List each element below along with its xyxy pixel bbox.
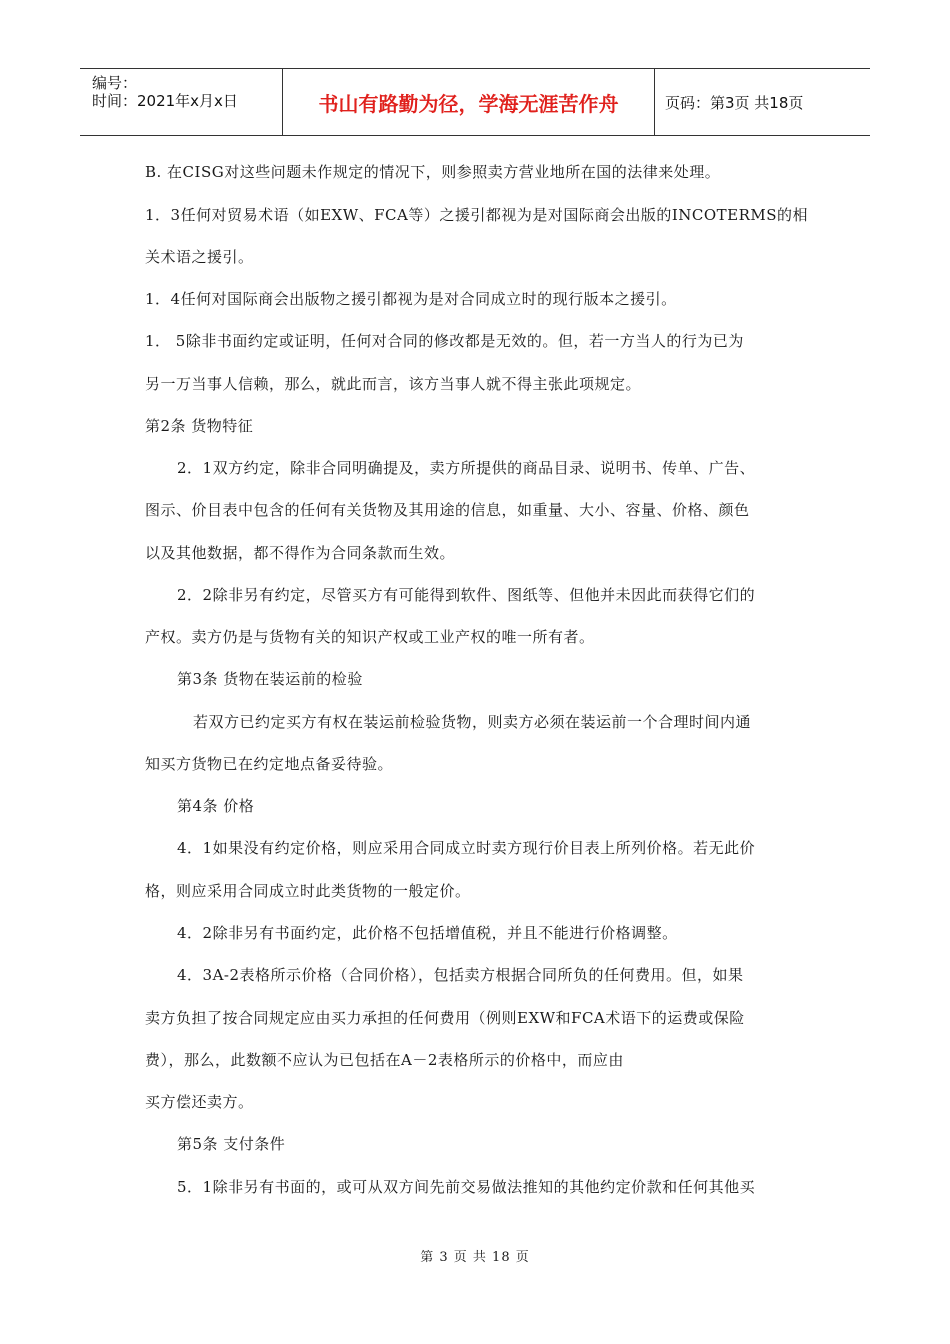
body-line: B. 在CISG对这些问题未作规定的情况下，则参照卖方营业地所在国的法律来处理。 [145,163,721,181]
body-line: 若双方已约定买方有权在装运前检验货物，则卖方必须在装运前一个合理时间内通 [193,713,752,731]
header-motto: 书山有路勤为径，学海无涯苦作舟 [318,91,619,116]
page-header [80,68,870,136]
body-line: 卖方负担了按合同规定应由买力承担的任何费用（例则EXW和FCA术语下的运费或保险 [145,1009,745,1027]
body-line: 5．1除非另有书面的，或可从双方间先前交易做法推知的其他约定价款和任何其他买 [177,1178,756,1196]
document-number: 编号： [92,74,138,92]
body-line: 1． 5除非书面约定或证明，任何对合同的修改都是无效的。但，若一方当人的行为已为 [145,332,744,350]
header-divider [654,69,655,135]
body-line: 买方偿还卖方。 [145,1093,254,1111]
page-footer: 第 3 页 共 18 页 [420,1250,530,1265]
body-line: 2．1双方约定，除非合同明确提及，卖方所提供的商品目录、说明书、传单、广告、 [177,459,756,477]
section-heading: 第3条 货物在装运前的检验 [177,670,363,688]
body-line: 关术语之援引。 [145,248,254,266]
document-date: 时间：2021年x月x日 [92,92,238,110]
body-line: 费），那么，此数额不应认为已包括在A－2表格所示的价格中，而应由 [145,1051,624,1069]
body-line: 4．3A-2表格所示价格（合同价格），包括卖方根据合同所负的任何费用。但，如果 [177,966,744,984]
section-heading: 第5条 支付条件 [177,1135,286,1153]
body-line: 4．1如果没有约定价格，则应采用合同成立时卖方现行价目表上所列价格。若无此价 [177,839,756,857]
body-line: 格，则应采用合同成立时此类货物的一般定价。 [145,882,471,900]
header-meta [80,69,282,135]
body-line: 图示、价目表中包含的任何有关货物及其用途的信息，如重量、大小、容量、价格、颜色 [145,501,750,519]
section-heading: 第4条 价格 [177,797,255,815]
body-line: 1．3任何对贸易术语（如EXW、FCA等）之援引都视为是对国际商会出版的INCOTERMS的相 [145,206,809,224]
body-line: 1．4任何对国际商会出版物之援引都视为是对合同成立时的现行版本之援引。 [145,290,677,308]
section-heading: 第2条 货物特征 [145,417,254,435]
body-line: 知买方货物已在约定地点备妥待验。 [145,755,394,773]
body-line: 2．2除非另有约定，尽管买方有可能得到软件、图纸等、但他并未因此而获得它们的 [177,586,756,604]
body-line: 以及其他数据，都不得作为合同条款而生效。 [145,544,456,562]
body-line: 4．2除非另有书面约定，此价格不包括增值税，并且不能进行价格调整。 [177,924,678,942]
body-line: 产权。卖方仍是与货物有关的知识产权或工业产权的唯一所有者。 [145,628,595,646]
body-line: 另一万当事人信赖，那么，就此而言，该方当事人就不得主张此项规定。 [145,375,642,393]
header-page-info: 页码：第3页 共18页 [665,93,804,112]
